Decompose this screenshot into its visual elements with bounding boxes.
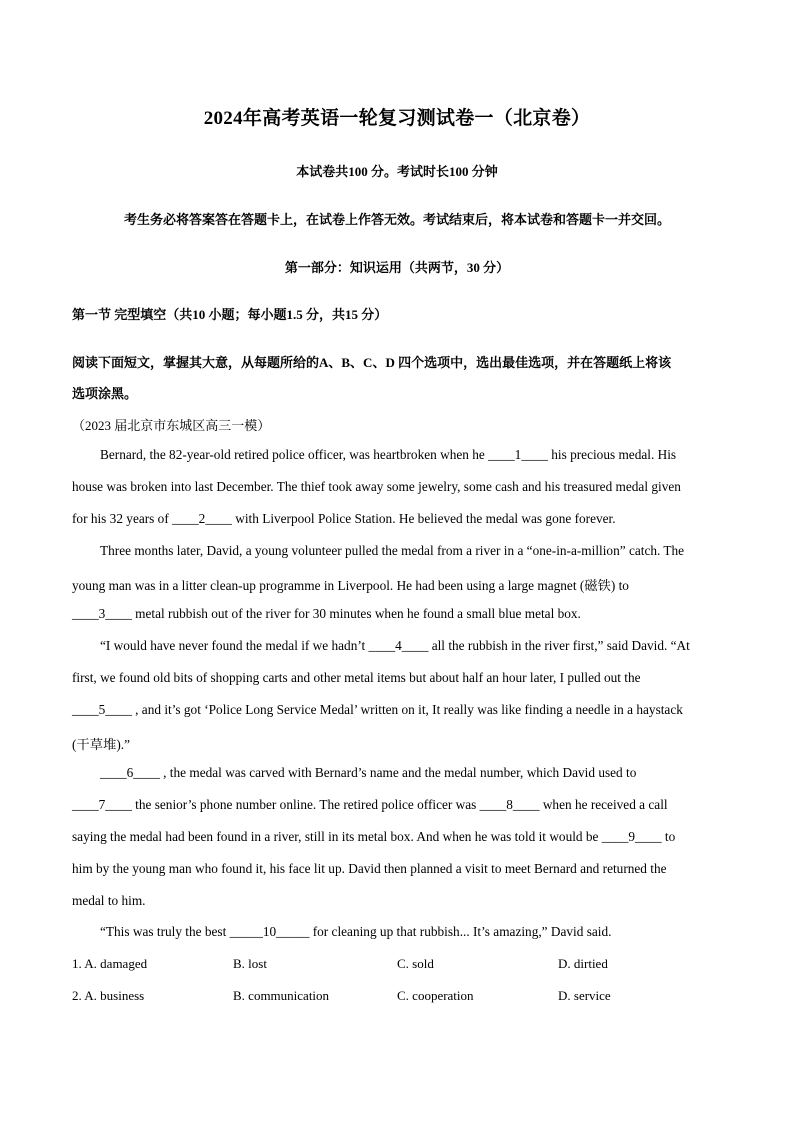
passage-line: Three months later, David, a young volunteer pulled the medal from a river in a “one-in-a-million” catch. The: [100, 543, 685, 558]
option-d: D. service: [558, 988, 611, 1003]
passage-line: for his 32 years of ____2____ with Liverpool Police Station. He believed the medal was gone forever.: [72, 511, 616, 526]
exam-meta: 本试卷共100 分。考试时长100 分钟: [296, 164, 498, 179]
part-heading: 第一部分：知识运用（共两节，30 分）: [284, 260, 510, 275]
passage-line: ____3____ metal rubbish out of the river for 30 minutes when he found a small blue metal box.: [72, 606, 581, 621]
option-a: 1. A. damaged: [72, 956, 148, 971]
option-c: C. sold: [397, 956, 434, 971]
exam-notice: 考生务必将答案答在答题卡上，在试卷上作答无效。考试结束后，将本试卷和答题卡一并交回。: [123, 212, 670, 227]
option-b: B. lost: [233, 956, 267, 971]
section-heading: 第一节 完型填空（共10 小题；每小题1.5 分，共15 分）: [72, 307, 388, 322]
passage-line: first, we found old bits of shopping carts and other metal items but about half an hour later, I pulled out the: [72, 670, 641, 685]
passage-line: ____5____ , and it’s got ‘Police Long Service Medal’ written on it, It really was like finding a needle in a haystack: [72, 702, 683, 717]
passage-line: Bernard, the 82-year-old retired police officer, was heartbroken when he ____1____ his precious medal. His: [100, 447, 677, 462]
passage-line: ____7____ the senior’s phone number online. The retired police officer was ____8____ when he received a call: [72, 797, 668, 812]
passage-line: saying the medal had been found in a river, still in its metal box. And when he was told it would be ____9____ to: [72, 829, 676, 844]
passage-line: “I would have never found the medal if we hadn’t ____4____ all the rubbish in the river first,” said David. “At: [100, 638, 690, 653]
passage-line: “This was truly the best _____10_____ for cleaning up that rubbish... It’s amazing,” David said.: [100, 924, 612, 939]
option-d: D. dirtied: [558, 956, 608, 971]
option-c: C. cooperation: [397, 988, 474, 1003]
passage-line: medal to him.: [72, 893, 146, 908]
passage-line: ____6____ , the medal was carved with Bernard’s name and the medal number, which David used to: [100, 765, 637, 780]
passage-line: young man was in a litter clean-up programme in Liverpool. He had been using a large magnet (磁铁) to: [72, 578, 629, 593]
instructions-line-2: 选项涂黑。: [72, 386, 138, 401]
instructions-line-1: 阅读下面短文，掌握其大意，从每题所给的A、B、C、D 四个选项中，选出最佳选项，并在答题纸上将该: [72, 355, 672, 370]
option-a: 2. A. business: [72, 988, 145, 1003]
passage-line: (干草堆).”: [72, 737, 130, 752]
option-b: B. communication: [233, 988, 330, 1003]
page-title: 2024年高考英语一轮复习测试卷一（北京卷）: [203, 108, 591, 129]
passage-line: house was broken into last December. The thief took away some jewelry, some cash and his treasured medal given: [72, 479, 681, 494]
passage-line: him by the young man who found it, his face lit up. David then planned a visit to meet Bernard and returned the: [72, 861, 667, 876]
passage-source: （2023 届北京市东城区高三一模）: [72, 418, 271, 433]
